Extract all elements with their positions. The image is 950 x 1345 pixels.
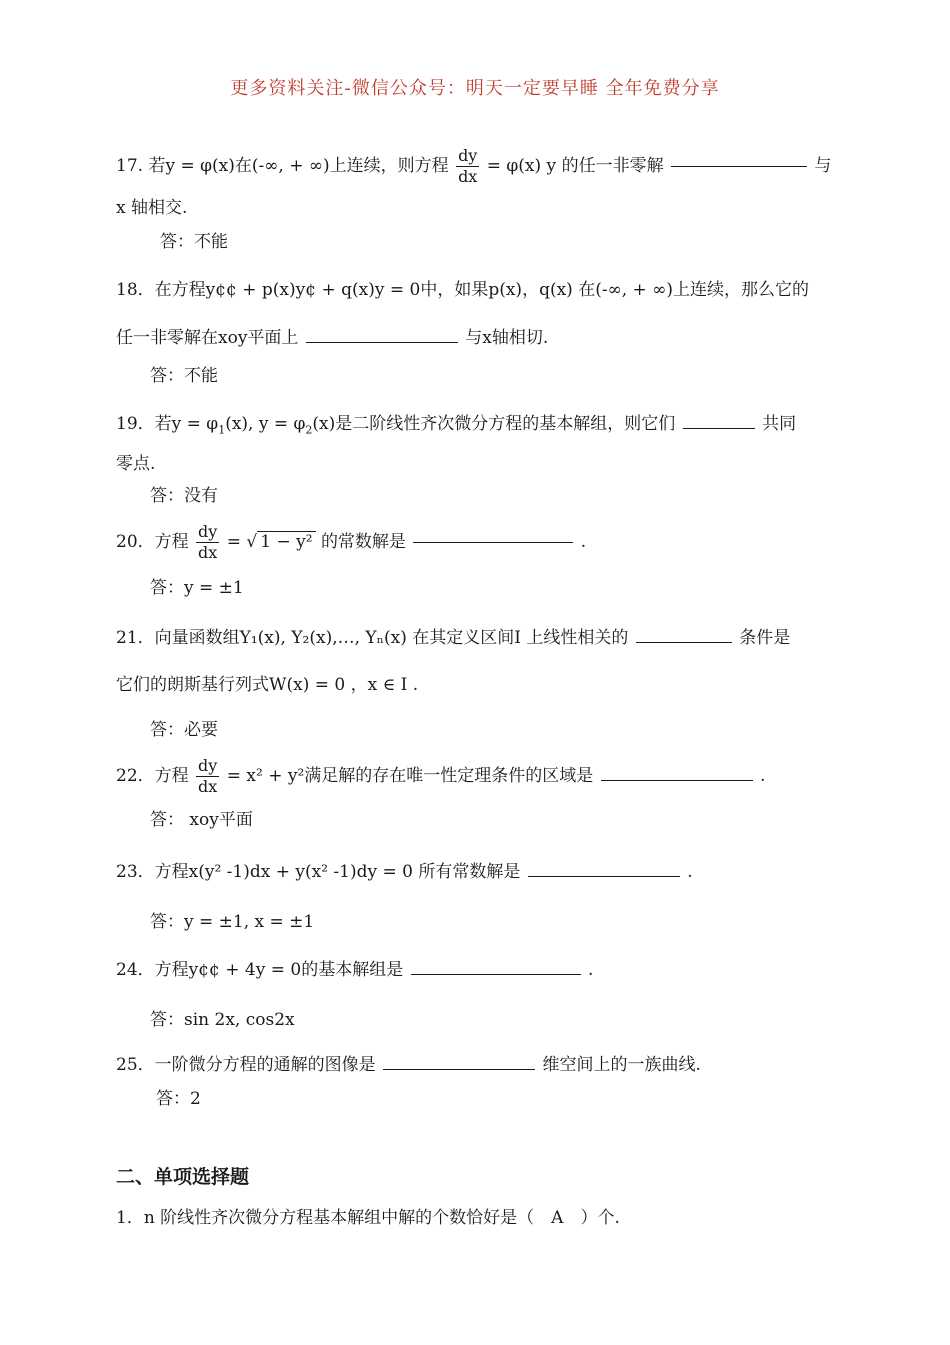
question-20-fraction xyxy=(196,522,219,563)
question-17-line-2: x 轴相交. xyxy=(116,198,188,218)
question-20-line xyxy=(116,522,836,563)
question-19-text-post: (x)是二阶线性齐次微分方程的基本解组，则它们 xyxy=(312,414,676,434)
question-20-equals: = xyxy=(226,532,241,552)
question-22-blank[interactable] xyxy=(601,764,753,781)
question-19-line-1 xyxy=(116,412,836,442)
question-22-answer: 答： xoy平面 xyxy=(150,810,253,830)
question-17-text-pre: 若y = φ(x)在(-∞, + ∞)上连续，则方程 xyxy=(148,156,449,176)
question-19-line-2: 零点. xyxy=(116,454,156,474)
question-20-fraction-numerator: dy xyxy=(198,522,218,541)
section-2-question-1: 1．n 阶线性齐次微分方程基本解组中解的个数恰好是（ A ）个. xyxy=(116,1208,620,1228)
question-17-text-tail: 与 xyxy=(814,156,832,176)
question-23-answer: 答：y = ±1, x = ±1 xyxy=(150,912,315,932)
question-20-fraction-denominator: dx xyxy=(198,543,218,562)
question-21-text-pre: 21．向量函数组Y₁(x), Y₂(x),…, Yₙ(x) 在其定义区间I 上线性相关的 xyxy=(116,628,629,648)
question-17-answer: 答：不能 xyxy=(160,232,228,252)
question-20-answer: 答：y = ±1 xyxy=(150,578,244,598)
question-24-blank[interactable] xyxy=(411,958,581,975)
question-23-text-pre: 23．方程x(y² -1)dx + y(x² -1)dy = 0 所有常数解是 xyxy=(116,862,521,882)
question-18-line-1: 18．在方程y¢¢ + p(x)y¢ + q(x)y = 0中，如果p(x)，q(x) 在(-∞, + ∞)上连续，那么它的 xyxy=(116,280,809,300)
question-22-line xyxy=(116,756,836,797)
question-19-sub-1: 1 xyxy=(218,423,226,437)
question-21-answer: 答：必要 xyxy=(150,720,218,740)
question-22-fraction-denominator: dx xyxy=(198,777,218,796)
question-18-answer: 答：不能 xyxy=(150,366,218,386)
question-20-sqrt: √ 1 − y² xyxy=(246,530,315,554)
question-19-sub-2: 2 xyxy=(305,423,313,437)
question-18-line-2 xyxy=(116,326,836,350)
question-24-text-end: . xyxy=(588,960,594,980)
question-23-line xyxy=(116,860,836,884)
question-18-blank[interactable] xyxy=(306,326,458,343)
question-17-number: 17. xyxy=(116,156,144,176)
question-17-fraction-denominator: dx xyxy=(458,167,478,186)
question-19-text-mid: (x), y = φ xyxy=(225,414,306,434)
question-20-text-post: 的常数解是 xyxy=(320,532,406,552)
question-25-blank[interactable] xyxy=(383,1053,535,1070)
question-21-line-1 xyxy=(116,626,836,650)
question-21-blank[interactable] xyxy=(636,626,732,643)
question-22-text-end: . xyxy=(760,766,766,786)
question-20-text-end: . xyxy=(580,532,587,552)
question-23-blank[interactable] xyxy=(528,860,680,877)
question-18-text-post: 与x轴相切. xyxy=(465,328,549,348)
question-21-line-2: 它们的朗斯基行列式W(x) = 0 ，x ∈ I . xyxy=(116,675,419,695)
question-22-text-post: = x² + y²满足解的存在唯一性定理条件的区域是 xyxy=(226,766,594,786)
question-22-text-pre: 22．方程 xyxy=(116,766,189,786)
section-2-title: 二、单项选择题 xyxy=(116,1166,250,1188)
question-22-fraction xyxy=(196,756,219,797)
question-24-line xyxy=(116,958,836,982)
question-25-line xyxy=(116,1053,836,1077)
question-20-text-pre: 20．方程 xyxy=(116,532,189,552)
question-24-text-pre: 24．方程y¢¢ + 4y = 0的基本解组是 xyxy=(116,960,404,980)
question-17-fraction xyxy=(456,146,479,187)
question-23-text-end: . xyxy=(687,862,693,882)
question-20-blank[interactable] xyxy=(413,542,573,543)
question-17-text-post: = φ(x) y 的任一非零解 xyxy=(486,156,664,176)
question-17-blank[interactable] xyxy=(671,166,807,167)
question-19-answer: 答：没有 xyxy=(150,486,218,506)
question-19-text-tail: 共同 xyxy=(762,414,797,434)
question-20-sqrt-radicand: 1 − y² xyxy=(257,531,315,552)
page-header-banner: 更多资料关注-微信公众号：明天一定要早睡 全年免费分享 xyxy=(230,78,720,99)
question-25-text-pre: 25．一阶微分方程的通解的图像是 xyxy=(116,1055,376,1075)
question-17-line-1 xyxy=(116,146,836,187)
question-22-fraction-numerator: dy xyxy=(198,756,218,775)
question-19-text-pre: 19．若y = φ xyxy=(116,414,219,434)
question-24-answer: 答：sin 2x, cos2x xyxy=(150,1010,295,1030)
question-25-answer: 答：2 xyxy=(156,1089,201,1109)
question-25-text-post: 维空间上的一族曲线. xyxy=(542,1055,701,1075)
question-19-blank[interactable] xyxy=(683,412,755,429)
question-18-text-pre: 任一非零解在xoy平面上 xyxy=(116,328,299,348)
question-21-text-post: 条件是 xyxy=(739,628,791,648)
question-17-fraction-numerator: dy xyxy=(458,146,478,165)
